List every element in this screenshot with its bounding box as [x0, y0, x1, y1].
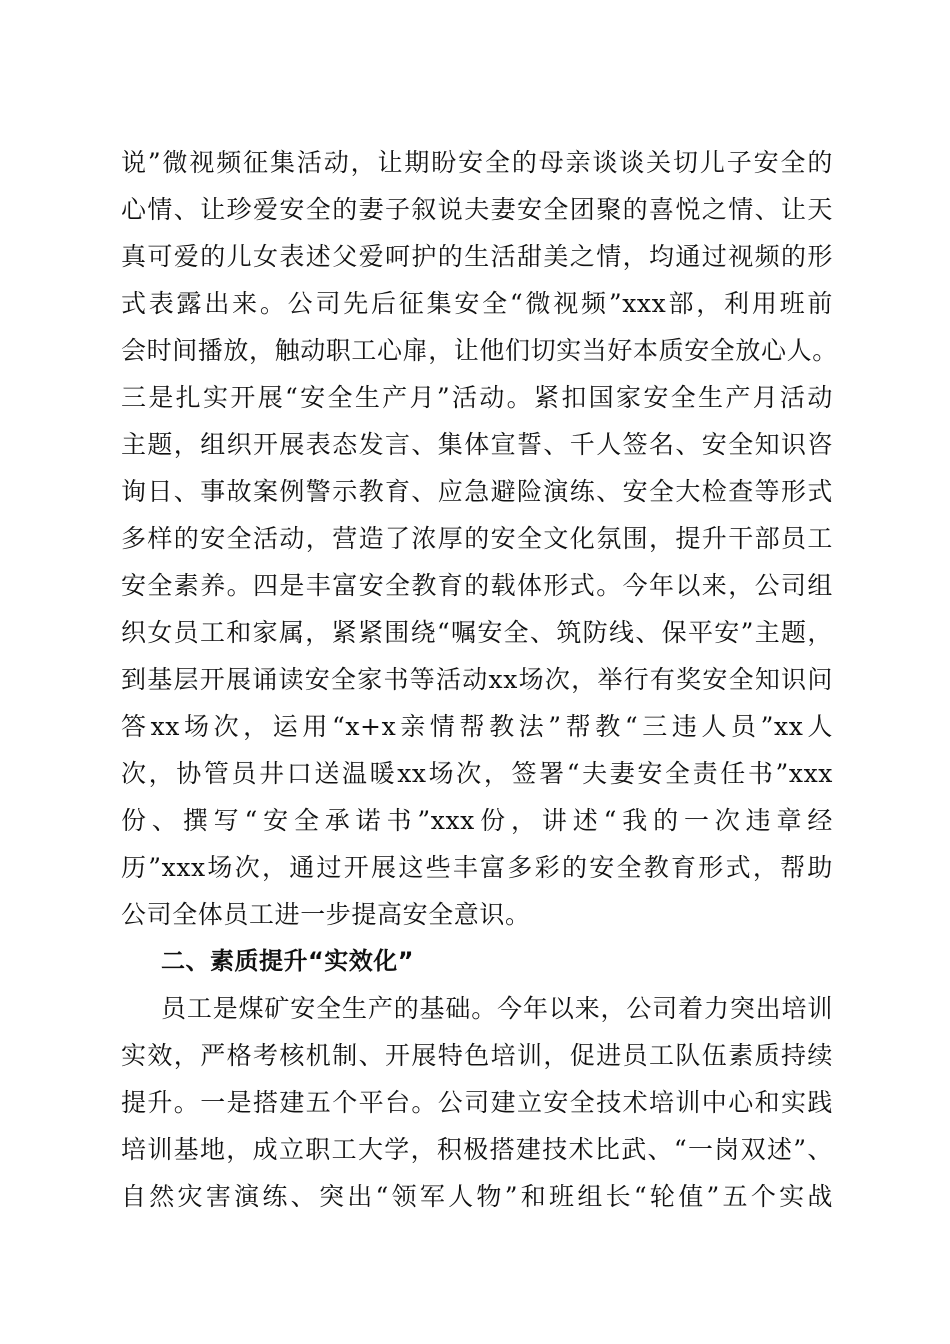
paragraph-line: 真可爱的儿女表述父爱呵护的生活甜美之情，均通过视频的形 [121, 242, 833, 271]
paragraph-line: 员工是煤矿安全生产的基础。今年以来，公司着力突出培训 [161, 994, 833, 1023]
paragraph-line: 次，协管员井口送温暖xx场次，签署“夫妻安全责任书”xxx [121, 759, 833, 788]
paragraph-safety-education [121, 139, 838, 938]
paragraph-line: 份、撰写“安全承诺书”xxx份，讲述“我的一次违章经 [121, 806, 833, 835]
paragraph-line: 主题，组织开展表态发言、集体宣誓、千人签名、安全知识咨 [121, 430, 833, 459]
paragraph-line: 会时间播放，触动职工心扉，让他们切实当好本质安全放心人。 [121, 336, 838, 365]
paragraph-line: 培训基地，成立职工大学，积极搭建技术比武、“一岗双述”、 [121, 1135, 833, 1164]
paragraph-line: 心情、让珍爱安全的妻子叙说夫妻安全团聚的喜悦之情、让天 [121, 195, 833, 224]
section-heading: 二、素质提升“实效化” [161, 947, 415, 975]
paragraph-line: 实效，严格考核机制、开展特色培训，促进员工队伍素质持续 [121, 1041, 833, 1070]
paragraph-line: 自然灾害演练、突出“领军人物”和班组长“轮值”五个实战 [121, 1182, 833, 1211]
paragraph-quality-improvement [121, 985, 833, 1220]
paragraph-line: 说”微视频征集活动，让期盼安全的母亲谈谈关切儿子安全的 [121, 148, 833, 177]
paragraph-line: 询日、事故案例警示教育、应急避险演练、安全大检查等形式 [121, 477, 833, 506]
paragraph-line: 多样的安全活动，营造了浓厚的安全文化氛围，提升干部员工 [121, 524, 833, 553]
paragraph-line: 提升。一是搭建五个平台。公司建立安全技术培训中心和实践 [121, 1088, 833, 1117]
paragraph-line: 式表露出来。公司先后征集安全“微视频”xxx部，利用班前 [121, 289, 833, 318]
paragraph-line: 织女员工和家属，紧紧围绕“嘱安全、筑防线、保平安”主题， [121, 618, 833, 647]
paragraph-line: 历”xxx场次，通过开展这些丰富多彩的安全教育形式，帮助 [121, 853, 833, 882]
paragraph-line: 答xx场次，运用“x+x亲情帮教法”帮教“三违人员”xx人 [121, 712, 833, 741]
paragraph-line: 到基层开展诵读安全家书等活动xx场次，举行有奖安全知识问 [121, 665, 833, 694]
paragraph-line: 三是扎实开展“安全生产月”活动。紧扣国家安全生产月活动 [121, 383, 833, 412]
paragraph-line: 公司全体员工进一步提高安全意识。 [121, 900, 531, 929]
document-body [121, 139, 838, 1220]
paragraph-line: 安全素养。四是丰富安全教育的载体形式。今年以来，公司组 [121, 571, 833, 600]
